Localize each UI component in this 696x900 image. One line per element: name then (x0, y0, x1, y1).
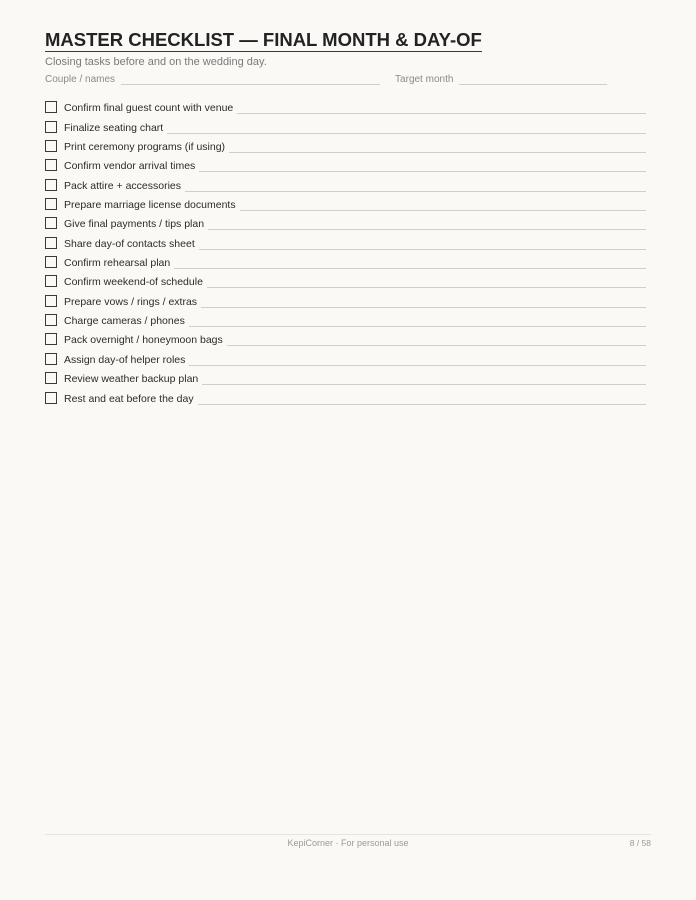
checklist-item (45, 232, 646, 251)
notes-line[interactable] (207, 287, 646, 288)
footer-text: KepiCorner · For personal use (287, 838, 409, 848)
checklist-item (45, 368, 646, 387)
checklist-item (45, 290, 646, 309)
notes-line[interactable] (189, 326, 646, 327)
checkbox[interactable] (45, 121, 57, 133)
checkbox[interactable] (45, 372, 57, 384)
meta-row (45, 72, 651, 86)
checklist-item-label: Assign day-of helper roles (64, 353, 186, 366)
checklist-item (45, 194, 646, 213)
notes-line[interactable] (174, 268, 646, 269)
page-number: 8 / 58 (629, 838, 651, 848)
checklist-item (45, 329, 646, 348)
checklist-item (45, 116, 646, 135)
checklist-item-label: Prepare marriage license documents (64, 199, 236, 212)
checklist-item-label: Confirm vendor arrival times (64, 160, 196, 173)
checkbox[interactable] (45, 159, 57, 171)
checklist-item-label: Share day-of contacts sheet (64, 237, 195, 250)
checkbox[interactable] (45, 237, 57, 249)
checkbox[interactable] (45, 314, 57, 326)
checklist-item (45, 271, 646, 290)
footer-divider (45, 834, 651, 835)
page-subtitle: Closing tasks before and on the wedding day. (45, 56, 267, 68)
checklist-item (45, 155, 646, 174)
checkbox[interactable] (45, 295, 57, 307)
checklist-item (45, 310, 646, 329)
checklist-item (45, 213, 646, 232)
notes-line[interactable] (229, 152, 646, 153)
checkbox[interactable] (45, 179, 57, 191)
notes-line[interactable] (189, 365, 646, 366)
checkbox[interactable] (45, 333, 57, 345)
notes-line[interactable] (240, 210, 646, 211)
target-month-label: Target month (395, 74, 454, 85)
notes-line[interactable] (198, 404, 646, 405)
notes-line[interactable] (167, 133, 646, 134)
notes-line[interactable] (202, 384, 646, 385)
checklist-item (45, 97, 646, 116)
notes-line[interactable] (237, 113, 646, 114)
checklist-item-label: Confirm rehearsal plan (64, 257, 171, 270)
checkbox[interactable] (45, 217, 57, 229)
checklist-item-label: Confirm final guest count with venue (64, 102, 234, 115)
notes-line[interactable] (227, 345, 646, 346)
page-title: MASTER CHECKLIST — FINAL MONTH & DAY-OF (45, 29, 482, 50)
checklist-item (45, 387, 646, 406)
couple-names-label: Couple / names (45, 74, 116, 85)
checkbox[interactable] (45, 101, 57, 113)
checklist (45, 97, 646, 407)
checklist-item-label: Review weather backup plan (64, 373, 199, 386)
checklist-item-label: Give final payments / tips plan (64, 218, 205, 231)
notes-line[interactable] (201, 307, 646, 308)
notes-line[interactable] (208, 229, 646, 230)
checklist-item-label: Finalize seating chart (64, 121, 164, 134)
checklist-item-label: Confirm weekend-of schedule (64, 276, 203, 289)
target-month-field[interactable] (459, 84, 607, 85)
checklist-item (45, 174, 646, 193)
checklist-item (45, 252, 646, 271)
page-header (45, 30, 651, 86)
notes-line[interactable] (185, 191, 646, 192)
checkbox[interactable] (45, 392, 57, 404)
checkbox[interactable] (45, 256, 57, 268)
notes-line[interactable] (199, 171, 646, 172)
checklist-item-label: Rest and eat before the day (64, 392, 194, 405)
checklist-item-label: Prepare vows / rings / extras (64, 295, 198, 308)
checkbox[interactable] (45, 140, 57, 152)
checklist-item (45, 348, 646, 367)
checklist-item-label: Pack overnight / honeymoon bags (64, 334, 223, 347)
checklist-item-label: Pack attire + accessories (64, 179, 182, 192)
checkbox[interactable] (45, 353, 57, 365)
couple-names-field[interactable] (121, 84, 380, 85)
checklist-item-label: Print ceremony programs (if using) (64, 141, 226, 154)
checkbox[interactable] (45, 275, 57, 287)
checklist-item (45, 136, 646, 155)
notes-line[interactable] (199, 249, 646, 250)
checkbox[interactable] (45, 198, 57, 210)
checklist-item-label: Charge cameras / phones (64, 315, 185, 328)
